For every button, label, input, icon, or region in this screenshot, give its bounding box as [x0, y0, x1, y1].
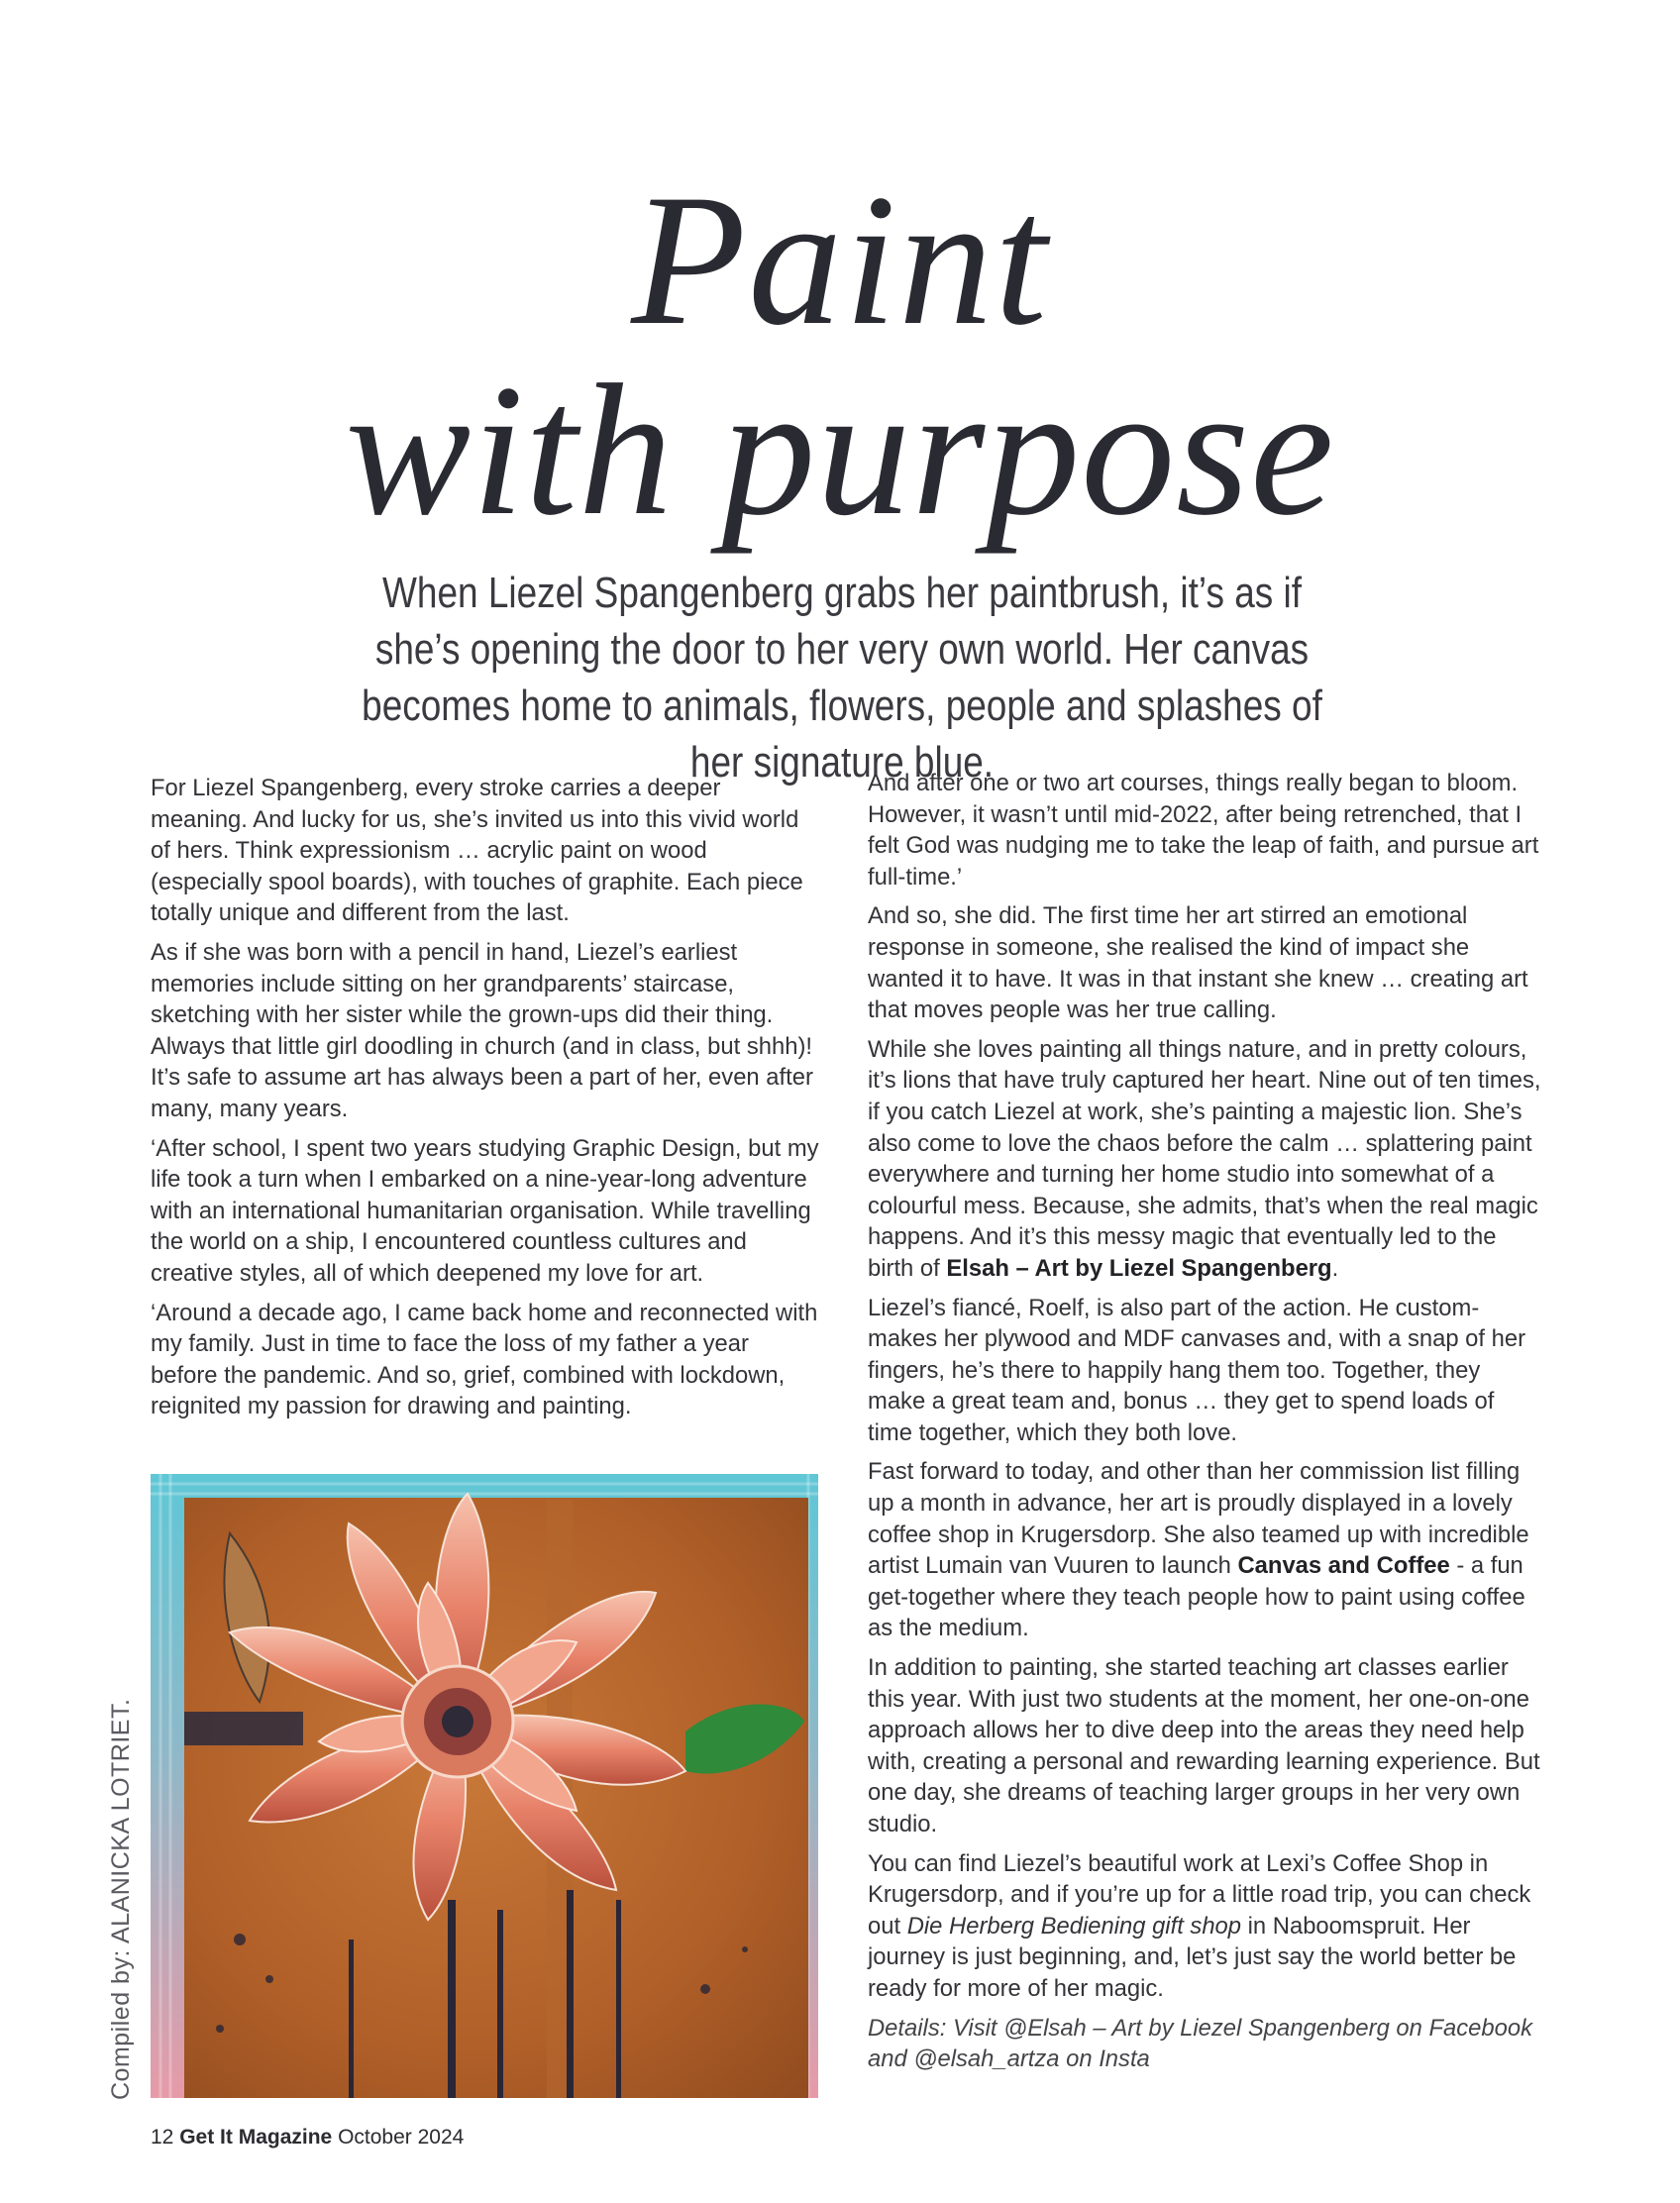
paragraph: Fast forward to today, and other than her commission list filling up a month in advance, her art is proudly displayed in a lovely coffee shop in Krugersdorp. She also teamed up with incredible artist Lumain van Vuuren to launch Canvas and Coffee - a fun get-together where they teach people how to paint using coffee as the medium. [868, 1458, 1529, 1642]
standfirst: When Liezel Spangenberg grabs her paintbrush, it’s as if she’s opening the door to her very own world. Her canvas becomes home to animals, flowers, people and splashes of her signature blue. [362, 569, 1322, 787]
left-column [151, 773, 822, 1430]
paragraph: ‘After school, I spent two years studying Graphic Design, but my life took a turn when I embarked on a nine-year-long adventure with an international humanitarian organisation. While travelling the world on a ship, I encountered countless cultures and creative styles, all of which deepened my love for art. [151, 1134, 819, 1287]
paragraph: In addition to painting, she started teaching art classes earlier this year. With just two students at the moment, her one-on-one approach allows her to dive deep into the areas they need help with, creating a personal and rewarding learning experience. But one day, she dreams of teaching larger groups in her very own studio. [868, 1654, 1540, 1837]
paragraph: And after one or two art courses, things really began to bloom. However, it wasn’t until mid-2022, after being retrenched, that I felt God was nudging me to take the leap of faith, and pursue art full-time.’ [868, 770, 1539, 891]
magazine-name: Get It Magazine [179, 2126, 333, 2149]
details-line: Details: Visit @Elsah – Art by Liezel Spangenberg on Facebook and @elsah_artza on Insta [868, 2014, 1533, 2073]
paragraph: Liezel’s fiancé, Roelf, is also part of the action. He custom-makes her plywood and MDF canvases and, with a snap of her fingers, he’s there to happily hang them too. Together, they make a great team and, bonus … they get to spend loads of time together, which they both love. [868, 1294, 1526, 1446]
paragraph: And so, she did. The first time her art stirred an emotional response in someone, she realised the kind of impact she wanted it to have. It was in that instant she knew … creating art that moves people was her true calling. [868, 902, 1528, 1024]
page-number: 12 [151, 2126, 174, 2149]
author-credit: Compiled by: ALANICKA LOTRIET. [107, 1698, 135, 2100]
paragraph: ‘Around a decade ago, I came back home and reconnected with my family. Just in time to face the loss of my father a year before the pandemic. And so, grief, combined with lockdown, reignited my passion for drawing and painting. [151, 1299, 818, 1420]
page-footer [151, 2126, 464, 2150]
brand-name: Elsah – Art by Liezel Spangenberg [946, 1254, 1332, 1282]
headline-line-2: with purpose [345, 347, 1335, 555]
paragraph: As if she was born with a pencil in hand, Liezel’s earliest memories include sitting on her grandparents’ staircase, sketching with her sister while the grown-ups did their thing. Always that little girl doodling in church (and in class, but shhh)! It’s safe to assume art has always been a part of her, even after many, many years. [151, 938, 813, 1122]
event-name: Canvas and Coffee [1237, 1552, 1450, 1580]
right-column [868, 768, 1543, 2083]
paragraph: For Liezel Spangenberg, every stroke carries a deeper meaning. And lucky for us, she’s invited us into this vivid world of hers. Think expressionism … acrylic paint on wood (especially spool boards), with touches of graphite. Each piece totally unique and different from the last. [151, 775, 803, 927]
issue-date: October 2024 [338, 2126, 465, 2149]
paragraph: You can find Liezel’s beautiful work at Lexi’s Coffee Shop in Krugersdorp, and if you’re up for a little road trip, you can check out Die Herberg Bediening gift shop in Naboomspruit. Her journey is just beginning, and, let’s just say the world better be ready for more of her magic. [868, 1849, 1531, 2002]
shop-name: Die Herberg Bediening gift shop [906, 1912, 1242, 1940]
paragraph: While she loves painting all things nature, and in pretty colours, it’s lions that have truly captured her heart. Nine out of ten times, if you catch Liezel at work, she’s painting a majestic lion. She’s also come to love the chaos before the calm … splattering paint everywhere and turning her home studio into somewhat of a colourful mess. Because, she admits, that’s when the real magic happens. And it’s this messy magic that eventually led to the birth of Elsah – Art by Liezel Spangenberg. [868, 1035, 1541, 1282]
flower-painting-image [151, 1474, 818, 2098]
headline-line-1: Paint [631, 157, 1049, 365]
